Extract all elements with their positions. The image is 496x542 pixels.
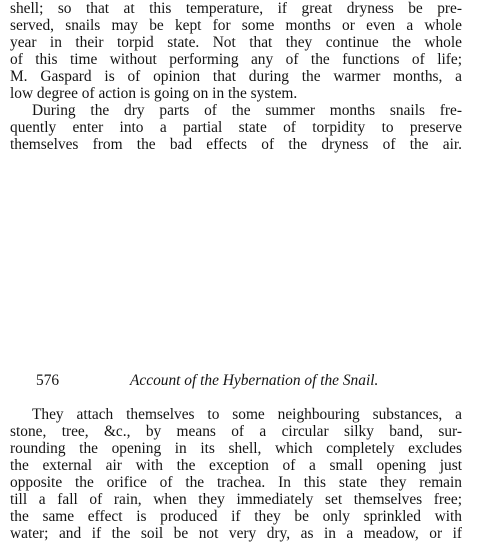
text-line: They attach themselves to some neighbouring substances, a <box>32 406 462 423</box>
page-number: 576 <box>36 372 60 389</box>
running-head <box>0 370 496 390</box>
text-line: rounding the opening in its shell, which completely excludes <box>10 440 462 457</box>
text-line: water; and if the soil be not very dry, as in a meadow, or if <box>10 525 462 542</box>
text-line: till a fall of rain, when they immediately set themselves free; <box>10 491 462 508</box>
text-line: low degree of action is going on in the system. <box>10 85 298 102</box>
text-line: quently enter into a partial state of torpidity to preserve <box>10 119 462 136</box>
text-line: opposite the orifice of the trachea. In this state they remain <box>10 474 462 491</box>
text-line: the same effect is produced if they be only sprinkled with <box>10 508 462 525</box>
text-line: shell; so that at this temperature, if great dryness be pre- <box>10 0 462 17</box>
text-line: served, snails may be kept for some months or even a whole <box>10 17 462 34</box>
text-line: the external air with the exception of a small opening just <box>10 457 462 474</box>
text-line: M. Gaspard is of opinion that during the warmer months, a <box>10 68 462 85</box>
text-line: stone, tree, &c., by means of a circular silky band, sur- <box>10 423 462 440</box>
text-line: year in their torpid state. Not that they continue the whole <box>10 34 462 51</box>
text-line: During the dry parts of the summer months snails fre- <box>32 102 462 119</box>
text-line: themselves from the bad effects of the dryness of the air. <box>10 136 462 153</box>
text-line: of this time without performing any of the functions of life; <box>10 51 462 68</box>
running-head-title: Account of the Hybernation of the Snail. <box>130 372 379 389</box>
